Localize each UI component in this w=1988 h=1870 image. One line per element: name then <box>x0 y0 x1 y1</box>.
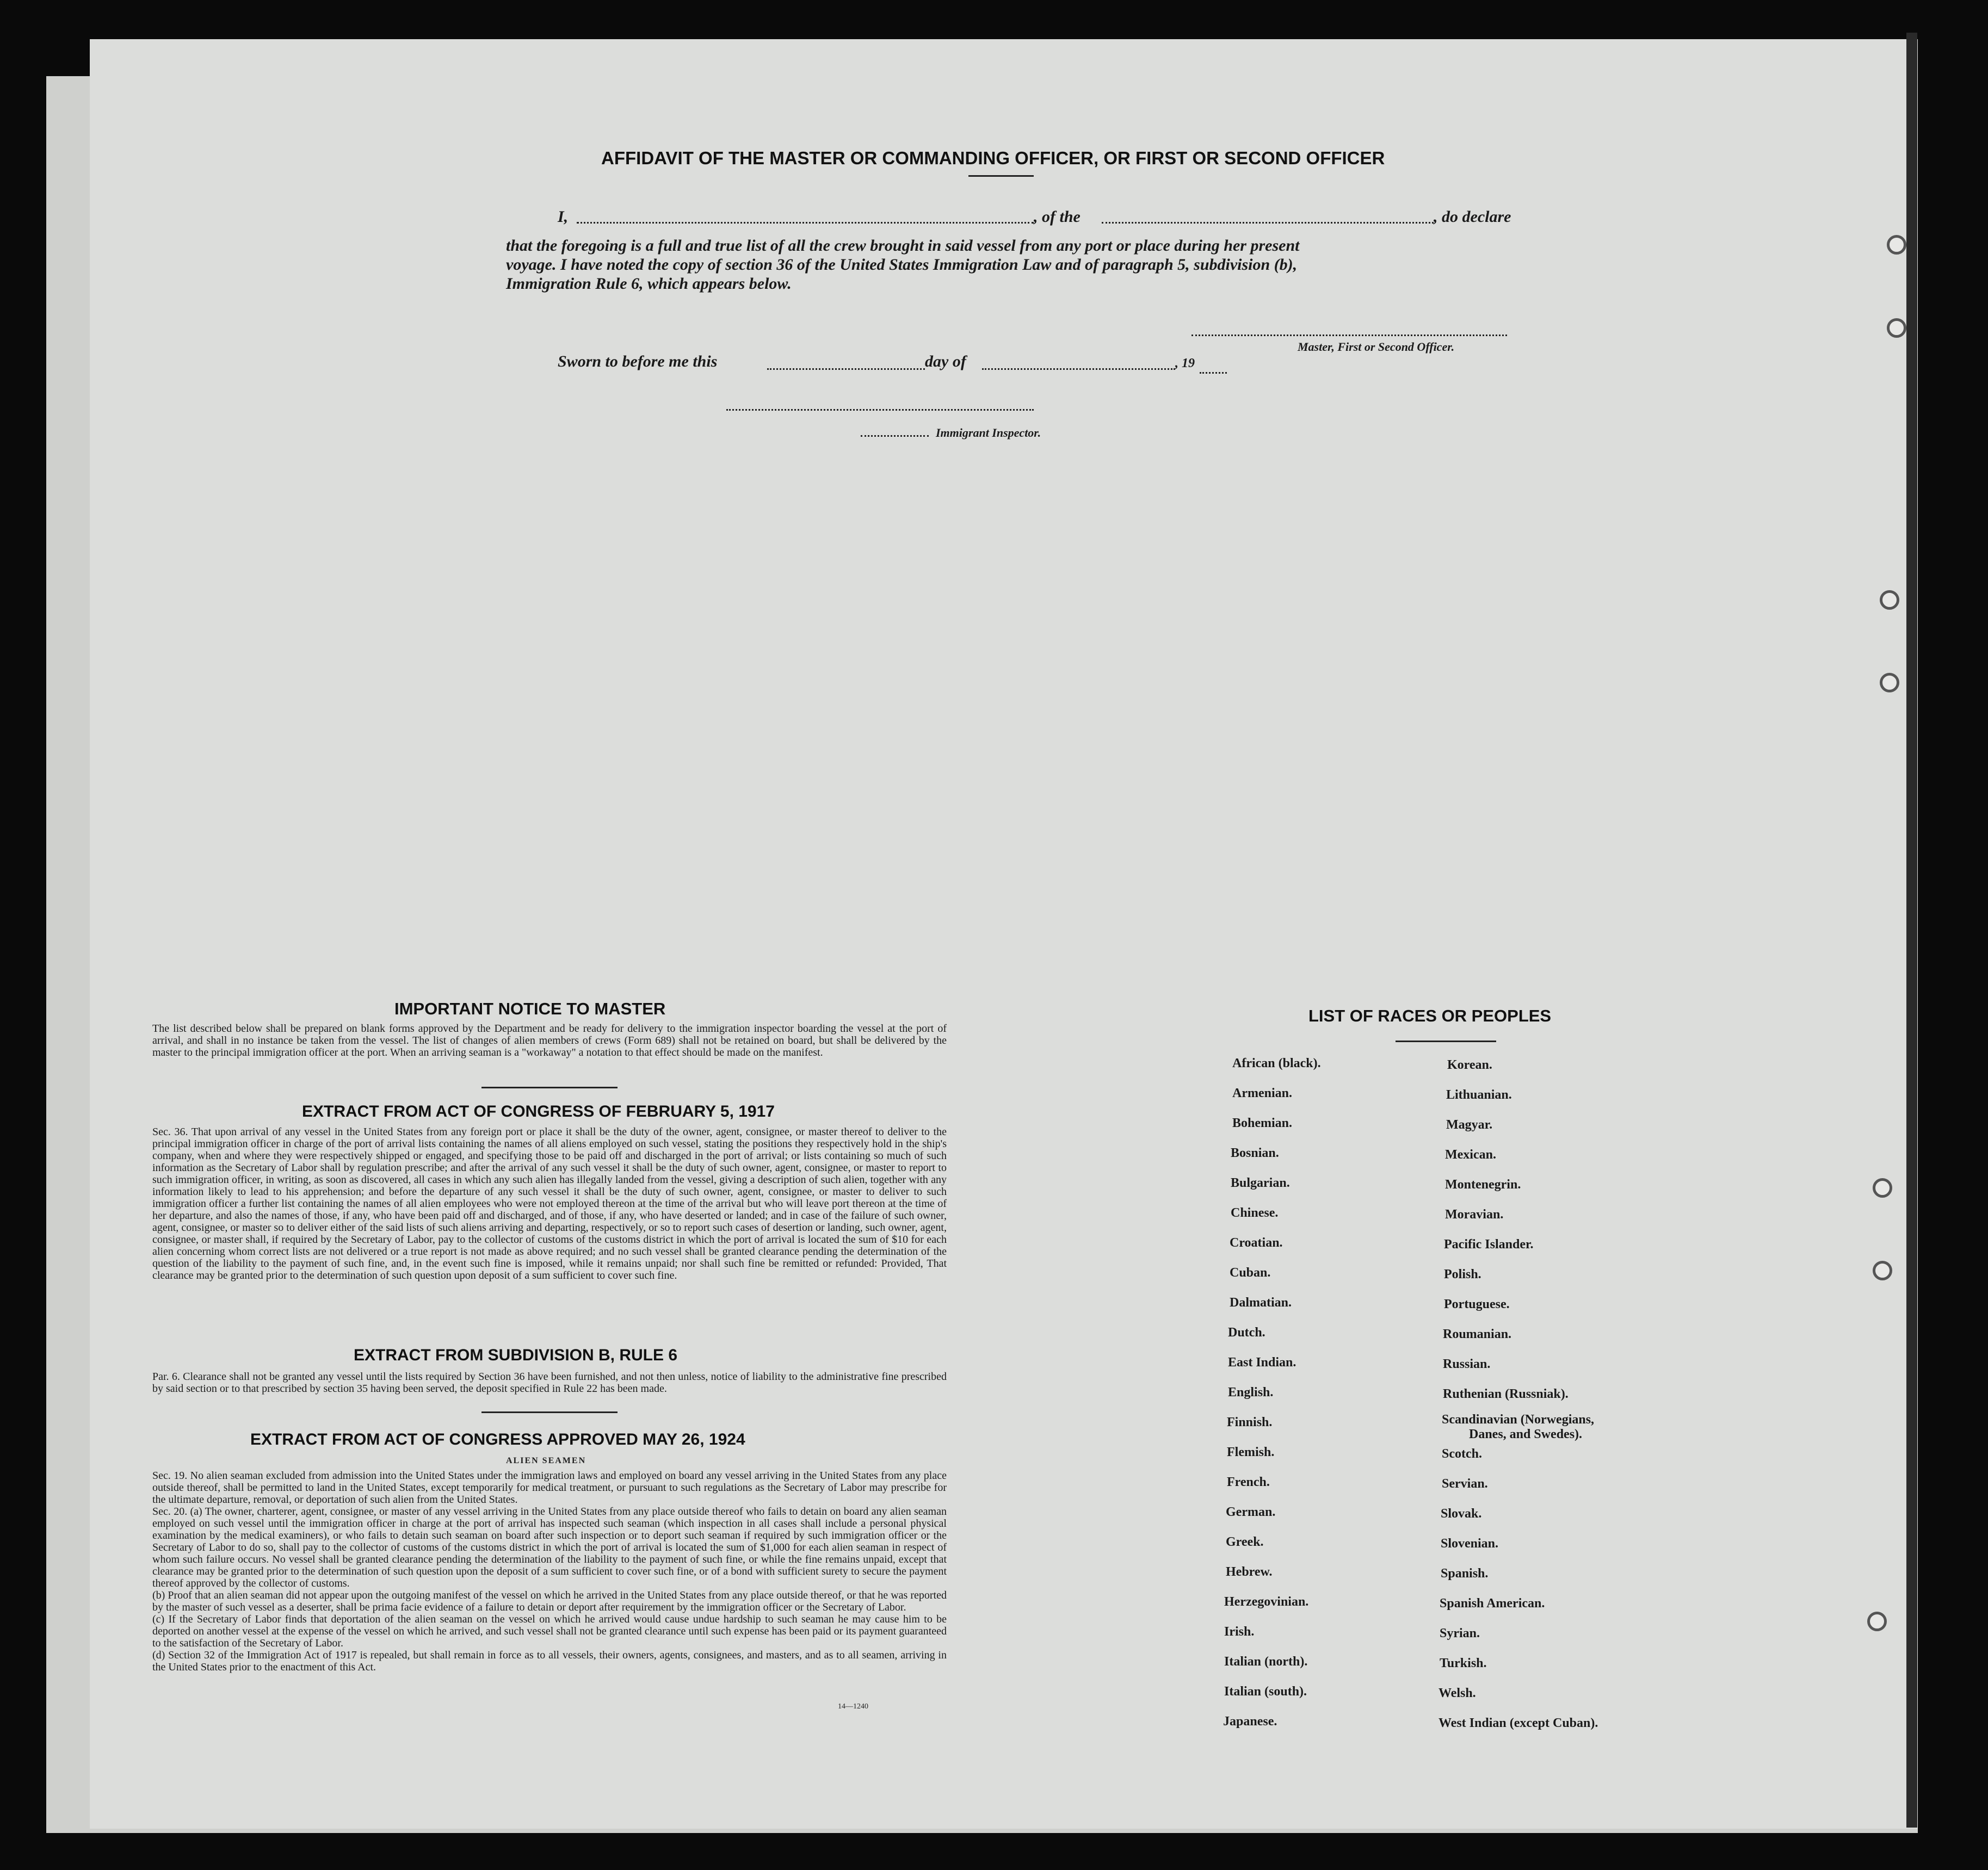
punch-hole <box>1880 590 1899 610</box>
divider <box>481 1087 618 1088</box>
races-divider <box>1396 1041 1496 1042</box>
affidavit-line-3: voyage. I have noted the copy of section 36 of the United States Immigration Law and of paragraph 5, subdivision (b), <box>506 256 1298 274</box>
race-item: Slovak. <box>1441 1507 1482 1521</box>
race-item: Japanese. <box>1223 1714 1277 1729</box>
race-item: Montenegrin. <box>1445 1178 1521 1192</box>
race-item: Hebrew. <box>1226 1565 1273 1579</box>
master-label: Master, First or Second Officer. <box>1298 340 1455 354</box>
notice-body: The list described below shall be prepared on blank forms approved by the Department and be ready for delivery to the immigration inspector boarding the vessel at the port of arrival, and shall in no instance be taken from the vessel. The list of changes of alien members of crews (Form 689) shall not be retained on board, but shall be delivered by the master to the principal immigration officer at the port. When an arriving seaman is a "workaway" a notation to that effect should be made on the manifest. <box>152 1023 947 1058</box>
race-item: French. <box>1227 1475 1270 1489</box>
sec-20a: Sec. 20. (a) The owner, charterer, agent, consignee, or master of any vessel arriving in the United States from any place outside thereof who fails to detain on board any alien seaman employed on such vessel until the immigration officer in charge at the port of arrival has inspected such seaman (which inspection in all cases shall include a personal physical examination by the medical examiners), or who fails to detain such seaman on board after such inspection or to deport such seaman if required by such immigration officer or the Secretary of Labor to do so, shall pay to the collector of customs of the customs district in which the port of arrival is located the sum of $1,000 for each alien seaman in respect of whom such failure occurs. No vessel shall be granted clearance pending the determination of the liability to the payment of such fine, or while the fine remains unpaid, except that clearance may be granted prior to the determination of such question upon the deposit of a sum sufficient to cover such fine, or of a bond with sufficient surety to secure the payment thereof approved by the collector of customs. <box>152 1506 947 1589</box>
inspector-prefix-line <box>861 435 929 437</box>
affidavit-line-4: Immigration Rule 6, which appears below. <box>506 275 792 293</box>
race-item: West Indian (except Cuban). <box>1438 1716 1598 1730</box>
extract-1917-body: Sec. 36. That upon arrival of any vessel in the United States from any foreign port or place it shall be the duty of the owner, agent, consignee, or master thereof to deliver to the principal immigration officer in charge of the port of arrival lists containing the names of all aliens employed on such vessel, stating the positions they respectively hold in the ship's company, when and where they were respectively shipped or engaged, and specifying those to be paid off and discharged in the port of arrival; or lists containing so much of such information as the Secretary of Labor shall by regulation prescribe; and after the arrival of any such vessel it shall be the duty of such owner, agent, consignee, or master to report to such immigration officer, in writing, as soon as discovered, all cases in which any such alien has illegally landed from the vessel, giving a description of such alien, together with any information likely to lead to his apprehension; and before the departure of any such vessel it shall be the duty of such owner, agent, consignee, or master to deliver to such immigration officer a further list containing the names of all alien employees who were not employed thereon at the time of the arrival but who will leave port thereon at the time of her departure, and also the names of those, if any, who have been paid off and discharged, and of those, if any, who have deserted or landed; and in case of the failure of such owner, agent, consignee, or master so to deliver either of the said lists of such aliens arriving and departing, respectively, or so to report such cases of desertion or landing, such owner, agent, consignee, or master shall, if required by the Secretary of Labor, pay to the collector of customs of the customs district in which the port of arrival is located the sum of $10 for each alien concerning whom correct lists are not delivered or a true report is not made as above required; and no such vessel shall be granted clearance pending the determination of the question of the liability to the payment of such fine, and, in the event such fine is imposed, while it remains unpaid; nor shall such fine be remitted or refunded: Provided, That clearance may be granted prior to the determination of such question upon deposit of a sum sufficient to cover such fine. <box>152 1126 947 1281</box>
race-item: Magyar. <box>1446 1118 1493 1132</box>
affidavit-of-the: , of the <box>1034 208 1081 226</box>
race-item: Chinese. <box>1231 1206 1279 1220</box>
sec-20d: (d) Section 32 of the Immigration Act of 1917 is repealed, but shall remain in force as to all vessels, their owners, agents, consignees, and masters, and as to all seamen, arriving in the United States prior to the enactment of this Act. <box>152 1649 947 1673</box>
race-item: Servian. <box>1442 1477 1488 1491</box>
sworn-month-blank[interactable] <box>982 368 1175 370</box>
punch-hole <box>1873 1178 1892 1198</box>
notice-title: IMPORTANT NOTICE TO MASTER <box>394 999 666 1018</box>
extract-1917-title: EXTRACT FROM ACT OF CONGRESS OF FEBRUARY 5, 1917 <box>302 1103 775 1120</box>
race-item: Irish. <box>1224 1625 1255 1639</box>
race-item: Scandinavian (Norwegians, <box>1442 1413 1595 1427</box>
race-item: Danes, and Swedes). <box>1469 1427 1583 1441</box>
race-item: Welsh. <box>1438 1686 1476 1700</box>
inspector-signature-line[interactable] <box>726 409 1034 411</box>
name-blank[interactable] <box>577 222 1034 224</box>
day-of-label: day of <box>925 352 966 370</box>
race-item: Dutch. <box>1228 1326 1265 1340</box>
punch-hole <box>1887 318 1906 338</box>
sec-20c: (c) If the Secretary of Labor finds that deportation of the alien seaman on the vessel on which he arrived would cause undue hardship to such seaman he may cause him to be deported on another vessel at the expense of the vessel on which he arrived, and such vessel shall not be granted clearance until such expense has been paid or its payment guaranteed to the satisfaction of the Secretary of Labor. <box>152 1613 947 1649</box>
inspector-label: Immigrant Inspector. <box>936 426 1041 439</box>
races-title: LIST OF RACES OR PEOPLES <box>1308 1006 1552 1025</box>
race-item: Scotch. <box>1442 1447 1482 1461</box>
race-item: Turkish. <box>1440 1656 1487 1670</box>
race-item: Polish. <box>1444 1267 1481 1281</box>
race-item: Herzegovinian. <box>1224 1595 1309 1609</box>
punch-hole <box>1887 235 1906 255</box>
race-item: Pacific Islander. <box>1444 1237 1534 1252</box>
form-number: 14—1240 <box>838 1702 868 1711</box>
race-item: Spanish American. <box>1440 1596 1545 1611</box>
race-item: Mexican. <box>1445 1148 1496 1162</box>
race-item: Roumanian. <box>1443 1327 1512 1341</box>
sworn-day-blank[interactable] <box>767 368 925 370</box>
affidavit-title: AFFIDAVIT OF THE MASTER OR COMMANDING OFFICER, OR FIRST OR SECOND OFFICER <box>601 148 1385 168</box>
race-item: Bulgarian. <box>1231 1176 1290 1190</box>
alien-seamen-subtitle: ALIEN SEAMEN <box>506 1456 586 1465</box>
race-item: Spanish. <box>1441 1566 1489 1581</box>
year-blank[interactable] <box>1200 372 1227 374</box>
race-item: Bohemian. <box>1232 1116 1293 1130</box>
page-edge <box>1906 33 1917 1828</box>
race-item: Slovenian. <box>1441 1537 1499 1551</box>
year-label: , 19 <box>1175 356 1195 370</box>
master-signature-line[interactable] <box>1191 335 1507 336</box>
race-item: Lithuanian. <box>1446 1088 1512 1102</box>
extract-1924-title: EXTRACT FROM ACT OF CONGRESS APPROVED MAY 26, 1924 <box>250 1431 745 1448</box>
race-item: Korean. <box>1447 1058 1492 1072</box>
sec-19: Sec. 19. No alien seaman excluded from admission into the United States under the immigration laws and employed on board any vessel arriving in the United States from any place outside thereof, shall be permitted to land in the United States, except temporarily for medical treatment, or pursuant to such regulations as the Secretary of Labor may prescribe for the ultimate departure, removal, or deportation of such alien from the United States. <box>152 1470 947 1506</box>
race-item: Flemish. <box>1227 1445 1275 1459</box>
divider <box>481 1411 618 1413</box>
punch-hole <box>1873 1261 1892 1280</box>
race-item: Ruthenian (Russniak). <box>1443 1387 1569 1401</box>
sec-20b: (b) Proof that an alien seaman did not appear upon the outgoing manifest of the vessel on which he arrived in the United States from any place outside thereof, or that he was reported by the master of such vessel as a deserter, shall be prima facie evidence of a failure to detain or deport after requirement by the immigration officer or the Secretary of Labor. <box>152 1589 947 1613</box>
race-item: African (black). <box>1232 1056 1321 1070</box>
race-item: Portuguese. <box>1444 1297 1510 1311</box>
extract-1924-body <box>152 1470 947 1673</box>
affidavit-line-2: that the foregoing is a full and true list of all the crew brought in said vessel from any port or place during her present <box>506 237 1300 255</box>
race-item: Bosnian. <box>1231 1146 1279 1160</box>
race-item: Greek. <box>1226 1535 1264 1549</box>
punch-hole <box>1867 1612 1887 1631</box>
race-item: English. <box>1228 1385 1274 1400</box>
race-item: East Indian. <box>1228 1355 1296 1370</box>
race-item: Syrian. <box>1440 1626 1480 1640</box>
title-divider <box>968 175 1034 177</box>
race-item: Finnish. <box>1227 1415 1273 1429</box>
rule-6-title: EXTRACT FROM SUBDIVISION B, RULE 6 <box>354 1346 678 1364</box>
race-item: Russian. <box>1443 1357 1491 1371</box>
race-item: Croatian. <box>1230 1236 1283 1250</box>
affidavit-declare: , do declare <box>1434 208 1511 226</box>
punch-hole <box>1880 673 1899 692</box>
race-item: Italian (north). <box>1224 1655 1308 1669</box>
race-item: Dalmatian. <box>1230 1296 1292 1310</box>
rule-6-body: Par. 6. Clearance shall not be granted any vessel until the lists required by Section 36 have been furnished, and not then unless, notice of liability to the administrative fine prescribed by said section or to that prescribed by section 35 having been served, the deposit specified in Rule 22 has been made. <box>152 1371 947 1395</box>
race-item: German. <box>1226 1505 1276 1519</box>
race-item: Italian (south). <box>1224 1685 1307 1699</box>
sworn-label: Sworn to before me this <box>558 352 718 370</box>
vessel-blank[interactable] <box>1102 222 1434 224</box>
affidavit-i: I, <box>558 208 569 226</box>
race-item: Moravian. <box>1445 1208 1504 1222</box>
race-item: Cuban. <box>1230 1266 1271 1280</box>
race-item: Armenian. <box>1232 1086 1292 1100</box>
